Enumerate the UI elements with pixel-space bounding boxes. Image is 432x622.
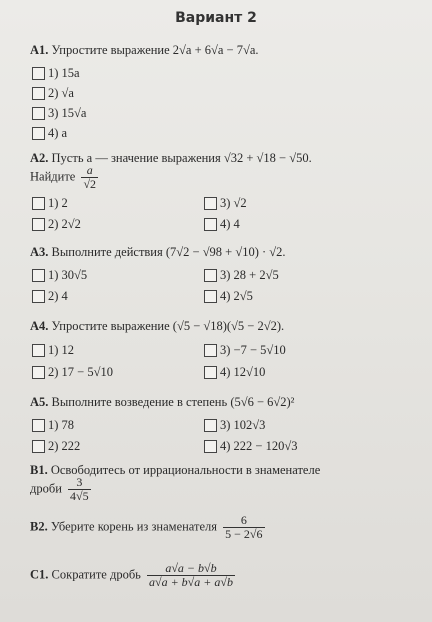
a1-option-3[interactable]: 3) 15√a — [32, 106, 86, 121]
checkbox[interactable] — [32, 107, 45, 120]
a1-option-1[interactable]: 1) 15a — [32, 66, 80, 81]
question-a2-find: Найдите $\frac{a}{√2}$ — [30, 163, 97, 191]
checkbox[interactable] — [32, 344, 45, 357]
checkbox[interactable] — [204, 440, 217, 453]
a5-option-1[interactable]: 1) 78 — [32, 418, 74, 433]
checkbox[interactable] — [204, 269, 217, 282]
a3-option-2[interactable]: 2) 4 — [32, 289, 68, 304]
checkbox[interactable] — [32, 67, 45, 80]
checkbox[interactable] — [32, 127, 45, 140]
question-a2-text: Пусть a — значение выражения — [51, 151, 221, 165]
question-a5-expression: (5√6 − 6√2)² — [230, 395, 295, 409]
question-a5-text: Выполните возведение в степень — [51, 395, 228, 409]
a1-option-2[interactable]: 2) √a — [32, 86, 74, 101]
a3-option-3[interactable]: 3) 28 + 2√5 — [204, 268, 279, 283]
checkbox[interactable] — [204, 197, 217, 210]
a4-option-4[interactable]: 4) 12√10 — [204, 365, 265, 380]
checkbox[interactable] — [204, 344, 217, 357]
question-a1-expression: 2√a + 6√a − 7√a. — [172, 43, 259, 57]
question-a4-expression: (√5 − √18)(√5 − 2√2). — [172, 319, 285, 333]
a2-option-1[interactable]: 1) 2 — [32, 196, 68, 211]
a4-option-3[interactable]: 3) −7 − 5√10 — [204, 343, 286, 358]
a4-option-2[interactable]: 2) 17 − 5√10 — [32, 365, 113, 380]
question-a3-label: А3. — [30, 245, 49, 259]
a2-option-3[interactable]: 3) √2 — [204, 196, 247, 211]
question-a1 — [30, 42, 404, 58]
question-a5-label: А5. — [30, 395, 49, 409]
checkbox[interactable] — [204, 218, 217, 231]
c1-fraction: $\frac{a√a - b√b}{a√a + b√a + a√b}$ — [149, 561, 233, 589]
a5-option-2[interactable]: 2) 222 — [32, 439, 80, 454]
question-a1-label: А1. — [30, 43, 49, 57]
checkbox[interactable] — [32, 290, 45, 303]
question-b1-line2: дроби $\frac{3}{4√5}$ — [30, 475, 89, 503]
question-a3-text: Выполните действия — [51, 245, 163, 259]
question-b1-text: Освободитесь от иррациональности в знаменателе — [50, 463, 321, 477]
a5-option-4[interactable]: 4) 222 − 120√3 — [204, 439, 297, 454]
question-b2-label: В2. — [30, 519, 48, 534]
a2-fraction: $\frac{a}{√2}$ — [83, 163, 97, 191]
question-b2-text: Уберите корень из знаменателя — [50, 519, 218, 534]
question-a3-expression: (7√2 − √98 + √10) · √2. — [165, 245, 286, 259]
checkbox[interactable] — [32, 218, 45, 231]
checkbox[interactable] — [32, 419, 45, 432]
b2-fraction: $\frac{6}{5 - 2√6}$ — [225, 513, 263, 541]
question-a4-label: А4. — [30, 319, 49, 333]
checkbox[interactable] — [32, 269, 45, 282]
page-title: Вариант 2 — [175, 10, 257, 26]
checkbox[interactable] — [32, 366, 45, 379]
question-a2-label: А2. — [30, 151, 49, 165]
checkbox[interactable] — [204, 366, 217, 379]
question-a4 — [30, 318, 404, 334]
a2-option-2[interactable]: 2) 2√2 — [32, 217, 81, 232]
question-a5 — [30, 394, 404, 410]
a3-option-4[interactable]: 4) 2√5 — [204, 289, 253, 304]
checkbox[interactable] — [204, 290, 217, 303]
question-c1-text: Сократите дробь — [51, 567, 141, 582]
question-a4-text: Упростите выражение — [51, 319, 170, 333]
checkbox[interactable] — [32, 197, 45, 210]
question-b2 — [30, 514, 404, 541]
question-c1-label: С1. — [30, 567, 49, 582]
checkbox[interactable] — [32, 87, 45, 100]
question-a3 — [30, 244, 404, 260]
question-b1-label: В1. — [30, 463, 48, 477]
a3-option-1[interactable]: 1) 30√5 — [32, 268, 87, 283]
checkbox[interactable] — [204, 419, 217, 432]
b1-fraction: $\frac{3}{4√5}$ — [70, 475, 89, 503]
a5-option-3[interactable]: 3) 102√3 — [204, 418, 265, 433]
checkbox[interactable] — [32, 440, 45, 453]
a2-option-4[interactable]: 4) 4 — [204, 217, 240, 232]
question-c1 — [30, 562, 404, 589]
question-a1-text: Упростите выражение — [51, 43, 170, 57]
question-a2-expression: √32 + √18 − √50. — [223, 151, 312, 165]
a4-option-1[interactable]: 1) 12 — [32, 343, 74, 358]
a1-option-4[interactable]: 4) a — [32, 126, 67, 141]
